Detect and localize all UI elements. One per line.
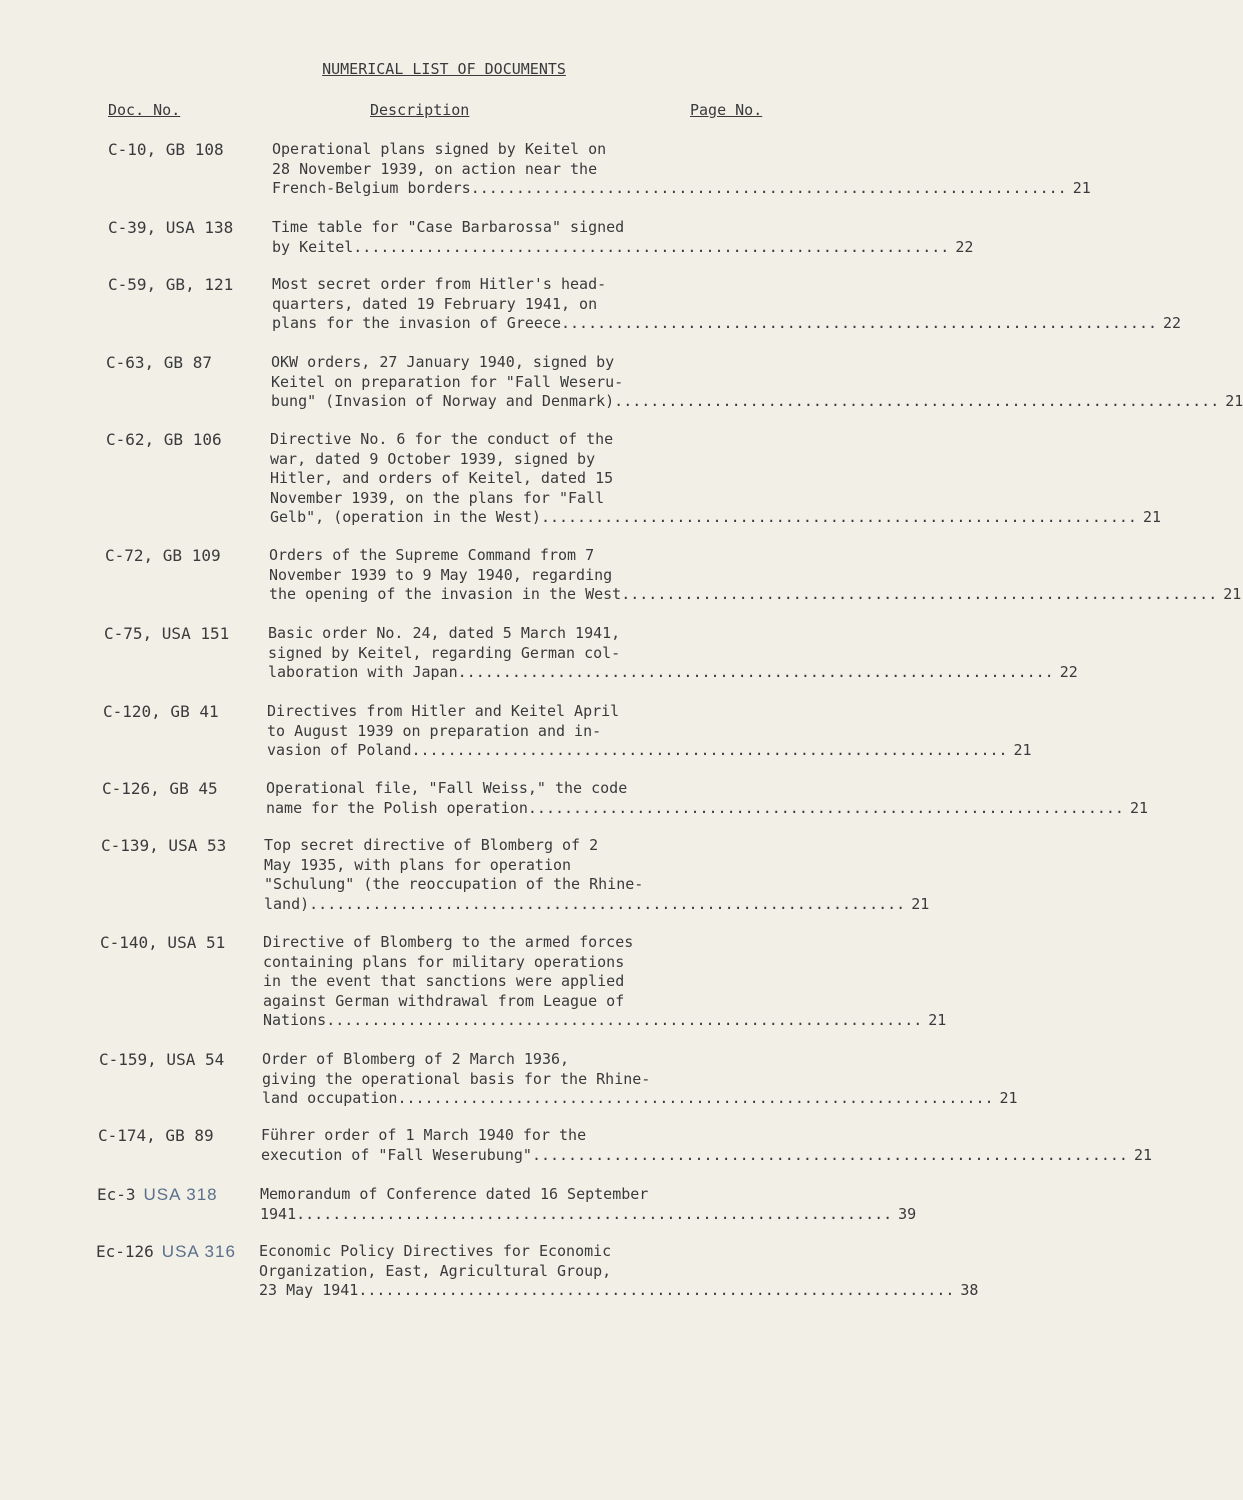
description bbox=[272, 275, 1182, 334]
description bbox=[269, 546, 1242, 605]
dot-leader: .................................................................. bbox=[621, 585, 1218, 603]
page-number: 21 bbox=[1225, 392, 1243, 410]
dot-leader: .................................................................. bbox=[309, 894, 906, 913]
dot-leader: .................................................................. bbox=[470, 179, 1067, 197]
page-number: 22 bbox=[1163, 314, 1182, 332]
description-line: giving the operational basis for the Rhine- bbox=[262, 1069, 651, 1088]
description-last-line bbox=[263, 1011, 947, 1031]
description-line: Memorandum of Conference dated 16 September bbox=[260, 1185, 649, 1203]
doc-number-text: C-159, USA 54 bbox=[99, 1050, 225, 1069]
description-line: signed by Keitel, regarding German col- bbox=[268, 643, 621, 662]
doc-number-text: C-120, GB 41 bbox=[103, 702, 219, 721]
doc-number-text: Ec-3 bbox=[97, 1185, 136, 1204]
description bbox=[261, 1126, 1153, 1165]
description-last-line bbox=[266, 798, 1148, 819]
description-line: Nations bbox=[263, 1011, 327, 1029]
doc-number bbox=[97, 1185, 218, 1205]
doc-number bbox=[100, 933, 225, 953]
page-number: 21 bbox=[1129, 798, 1148, 817]
dot-leader: .................................................................. bbox=[353, 237, 950, 256]
description bbox=[262, 1050, 1018, 1109]
description-line: 23 May 1941 bbox=[259, 1281, 359, 1299]
description-line: to August 1939 on preparation and in- bbox=[267, 721, 602, 740]
doc-number-text: C-72, GB 109 bbox=[105, 546, 221, 565]
dot-leader: .................................................................. bbox=[397, 1089, 994, 1107]
doc-number bbox=[99, 1050, 224, 1070]
description-line: OKW orders, 27 January 1940, signed by bbox=[271, 353, 615, 371]
description-last-line bbox=[272, 237, 974, 258]
description-line: the opening of the invasion in the West bbox=[269, 585, 622, 603]
dot-leader: .................................................................. bbox=[296, 1204, 893, 1223]
doc-number bbox=[103, 702, 219, 722]
description bbox=[268, 624, 1078, 683]
description-line: war, dated 9 October 1939, signed by bbox=[270, 449, 596, 468]
doc-number-text: C-63, GB 87 bbox=[106, 353, 212, 372]
description-line: Keitel on preparation for "Fall Weseru- bbox=[271, 372, 624, 391]
doc-number-text: C-62, GB 106 bbox=[106, 430, 222, 449]
page-number: 21 bbox=[1142, 508, 1162, 526]
description bbox=[266, 779, 1148, 818]
description-line: by Keitel bbox=[272, 237, 354, 256]
page-number: 21 bbox=[1133, 1145, 1153, 1164]
doc-number-text: C-75, USA 151 bbox=[104, 624, 230, 643]
description bbox=[259, 1242, 979, 1301]
page-number: 21 bbox=[999, 1089, 1018, 1107]
description-line: Directive No. 6 for the conduct of the bbox=[270, 430, 614, 448]
description-line: in the event that sanctions were applied bbox=[263, 972, 625, 990]
dot-leader: .................................................................. bbox=[560, 314, 1158, 332]
header-doc-no: Doc. No. bbox=[108, 101, 181, 119]
header-page-no: Page No. bbox=[690, 101, 763, 119]
description-last-line bbox=[264, 894, 930, 915]
description-line: "Schulung" (the reoccupation of the Rhine- bbox=[264, 875, 644, 893]
description-line: Time table for "Case Barbarossa" signed bbox=[272, 218, 625, 236]
doc-number bbox=[104, 624, 229, 644]
description-line: Most secret order from Hitler's head- bbox=[272, 275, 607, 293]
description-line: land) bbox=[264, 894, 310, 913]
description-line: Gelb", (operation in the West) bbox=[270, 508, 541, 526]
description-last-line bbox=[267, 741, 1032, 761]
description-line: November 1939 to 9 May 1940, regarding bbox=[269, 565, 613, 584]
description-line: November 1939, on the plans for "Fall bbox=[270, 488, 605, 507]
description-line: Führer order of 1 March 1940 for the bbox=[261, 1126, 587, 1144]
handwritten-exhibit-number: USA 318 bbox=[143, 1185, 218, 1204]
description-last-line bbox=[259, 1281, 979, 1301]
description-line: Operational plans signed by Keitel on bbox=[272, 140, 607, 158]
doc-number-text: C-139, USA 53 bbox=[101, 836, 227, 855]
description-line: Hitler, and orders of Keitel, dated 15 bbox=[270, 469, 614, 487]
description-line: name for the Polish operation bbox=[266, 798, 528, 817]
dot-leader: .................................................................. bbox=[527, 798, 1124, 817]
doc-number-text: C-174, GB 89 bbox=[98, 1126, 214, 1145]
page-number: 39 bbox=[898, 1204, 917, 1223]
description-last-line bbox=[269, 585, 1242, 605]
description-line: Directive of Blomberg to the armed forces bbox=[263, 933, 634, 951]
description bbox=[264, 836, 930, 914]
description bbox=[260, 1185, 917, 1224]
page-number: 21 bbox=[1223, 585, 1242, 603]
description bbox=[272, 140, 1091, 199]
description-last-line bbox=[260, 1204, 917, 1225]
description-line: plans for the invasion of Greece bbox=[272, 314, 561, 332]
description-last-line bbox=[271, 392, 1243, 412]
description-line: Basic order No. 24, dated 5 March 1941, bbox=[268, 624, 621, 642]
handwritten-exhibit-number: USA 316 bbox=[161, 1242, 236, 1261]
description bbox=[271, 353, 1243, 412]
description-last-line bbox=[261, 1145, 1153, 1166]
dot-leader: .................................................................. bbox=[623, 392, 1220, 410]
doc-number bbox=[108, 218, 233, 238]
description-last-line bbox=[268, 663, 1078, 683]
description-last-line bbox=[272, 314, 1182, 334]
doc-number bbox=[105, 546, 221, 566]
description-line: laboration with Japan bbox=[268, 663, 458, 681]
description-line: vasion of Poland bbox=[267, 741, 412, 759]
description-line: 28 November 1939, on action near the bbox=[272, 159, 598, 178]
header-description: Description bbox=[370, 101, 470, 119]
description-line: execution of "Fall Weserubung" bbox=[261, 1145, 532, 1164]
description-line: French-Belgium borders bbox=[272, 179, 471, 197]
dot-leader: .................................................................. bbox=[540, 508, 1137, 526]
doc-number bbox=[106, 430, 222, 450]
page-number: 21 bbox=[928, 1011, 947, 1029]
page-number: 22 bbox=[1059, 663, 1078, 681]
doc-number-text: C-126, GB 45 bbox=[102, 779, 218, 798]
description-last-line bbox=[262, 1089, 1018, 1109]
doc-number bbox=[98, 1126, 214, 1146]
doc-number bbox=[108, 140, 224, 160]
description-last-line bbox=[270, 508, 1162, 528]
doc-number-text: C-140, USA 51 bbox=[100, 933, 226, 952]
dot-leader: .................................................................. bbox=[358, 1281, 955, 1299]
page-number: 21 bbox=[911, 894, 930, 913]
description-line: bung" (Invasion of Norway and Denmark). bbox=[271, 392, 624, 410]
doc-number bbox=[101, 836, 226, 856]
description-line: Top secret directive of Blomberg of 2 bbox=[264, 836, 599, 854]
description-line: Operational file, "Fall Weiss," the code bbox=[266, 779, 628, 797]
description-line: land occupation bbox=[262, 1089, 398, 1107]
doc-number-text: Ec-126 bbox=[96, 1242, 154, 1261]
doc-number bbox=[102, 779, 218, 799]
description-last-line bbox=[272, 179, 1091, 199]
dot-leader: .................................................................. bbox=[411, 741, 1008, 759]
doc-number-text: C-10, GB 108 bbox=[108, 140, 224, 159]
description-line: Organization, East, Agricultural Group, bbox=[259, 1261, 612, 1280]
page-number: 22 bbox=[955, 237, 974, 256]
doc-number-text: C-39, USA 138 bbox=[108, 218, 234, 237]
description bbox=[267, 702, 1032, 761]
page-number: 38 bbox=[960, 1281, 979, 1299]
doc-number bbox=[96, 1242, 236, 1262]
page-title: NUMERICAL LIST OF DOCUMENTS bbox=[322, 60, 566, 78]
description-line: May 1935, with plans for operation bbox=[264, 855, 572, 874]
description-line: Order of Blomberg of 2 March 1936, bbox=[262, 1050, 570, 1068]
dot-leader: .................................................................. bbox=[531, 1145, 1128, 1164]
doc-number bbox=[108, 275, 233, 295]
page-number: 21 bbox=[1072, 179, 1091, 197]
description-line: Directives from Hitler and Keitel April bbox=[267, 702, 620, 720]
description-line: 1941 bbox=[260, 1204, 297, 1223]
description-line: against German withdrawal from League of bbox=[263, 991, 625, 1010]
description-line: quarters, dated 19 February 1941, on bbox=[272, 294, 598, 313]
description-line: Orders of the Supreme Command from 7 bbox=[269, 546, 595, 564]
description-line: containing plans for military operations bbox=[263, 952, 625, 971]
doc-number-text: C-59, GB, 121 bbox=[108, 275, 234, 294]
description bbox=[272, 218, 974, 257]
dot-leader: .................................................................. bbox=[457, 663, 1054, 681]
description bbox=[270, 430, 1162, 528]
dot-leader: .................................................................. bbox=[326, 1011, 923, 1029]
description bbox=[263, 933, 947, 1031]
description-line: Economic Policy Directives for Economic bbox=[259, 1242, 612, 1260]
doc-number bbox=[106, 353, 212, 373]
page-number: 21 bbox=[1013, 741, 1032, 759]
